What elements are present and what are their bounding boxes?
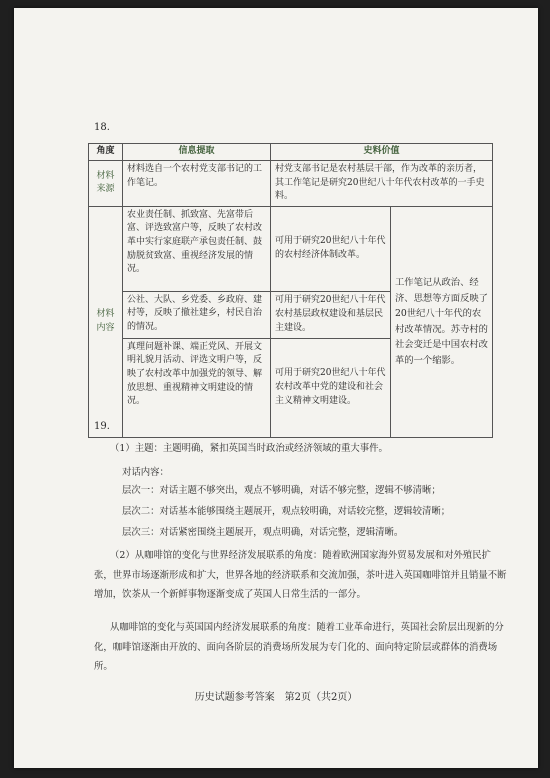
row-content-angle: 材料 内容 bbox=[89, 206, 123, 437]
content-info-2: 公社、大队、乡党委、乡政府、建村等，反映了撤社建乡，村民自治的情况。 bbox=[123, 291, 271, 338]
q19-world-economy: （2）从咖啡馆的变化与世界经济发展联系的角度：随着欧洲国家海外贸易发展和对外殖民扩张，世界市场逐渐形成和扩大，世界各地的经济联系和交流加强，茶叶进入英国咖啡馆并且销量不断增加，饮茶从一个新鲜事物逐渐变成了英国人日常生活的一部分。 bbox=[94, 550, 507, 600]
header-info: 信息提取 bbox=[123, 144, 271, 161]
q19-level-3: 层次三：对话紧密围绕主题展开，观点明确，对话完整，逻辑清晰。 bbox=[122, 527, 404, 538]
row-source-value: 村党支部书记是农村基层干部，作为改革的亲历者，其工作笔记是研究20世纪八十年代农村改革的一手史料。 bbox=[271, 161, 493, 207]
content-info-1: 农业责任制、抓致富、先富带后富、评选致富户等，反映了农村改革中实行家庭联产承包责任制、鼓励脱贫致富、重视经济发展的情况。 bbox=[123, 206, 271, 291]
question-18-table bbox=[88, 143, 493, 438]
q19-level-1: 层次一：对话主题不够突出，观点不够明确，对话不够完整，逻辑不够清晰； bbox=[122, 485, 441, 496]
table-header-row bbox=[89, 144, 493, 161]
q19-domestic-economy: 从咖啡馆的变化与英国国内经济发展联系的角度：随着工业革命进行，英国社会阶层出现新的分化，咖啡馆逐渐由开放的、面向各阶层的消费场所发展为专门化的、面向特定阶层或群体的消费场所。 bbox=[94, 622, 504, 672]
question-19-number: 19. bbox=[94, 421, 110, 432]
header-value: 史料价值 bbox=[271, 144, 493, 161]
page-footer: 历史试题参考答案 第2页（共2页） bbox=[194, 692, 358, 703]
table-row-content-1 bbox=[89, 206, 493, 291]
row-source-angle: 材料 来源 bbox=[89, 161, 123, 207]
row-source-info: 材料选自一个农村党支部书记的工作笔记。 bbox=[123, 161, 271, 207]
q19-theme: （1）主题：主题明确，紧扣英国当时政治或经济领域的重大事件。 bbox=[110, 443, 388, 454]
content-info-3: 真理问题补课、端正党风、开展文明礼貌月活动、评选文明户等，反映了农村改革中加强党的领导、解放思想、重视精神文明建设的情况。 bbox=[123, 338, 271, 437]
q19-dialog-label: 对话内容： bbox=[122, 467, 169, 478]
header-angle: 角度 bbox=[89, 144, 123, 161]
q19-level-2: 层次二：对话基本能够围绕主题展开，观点较明确，对话较完整，逻辑较清晰； bbox=[122, 506, 451, 517]
content-value-2: 可用于研究20世纪八十年代农村基层政权建设和基层民主建设。 bbox=[271, 291, 391, 338]
answer-sheet bbox=[14, 8, 538, 768]
question-18-number: 18. bbox=[94, 122, 110, 133]
content-value-1: 可用于研究20世纪八十年代的农村经济体制改革。 bbox=[271, 206, 391, 291]
content-summary: 工作笔记从政治、经济、思想等方面反映了20世纪八十年代的农村改革情况。苏寺村的社会变迁是中国农村改革的一个缩影。 bbox=[391, 206, 493, 437]
content-value-3: 可用于研究20世纪八十年代农村改革中党的建设和社会主义精神文明建设。 bbox=[271, 338, 391, 437]
table-row-source bbox=[89, 161, 493, 207]
